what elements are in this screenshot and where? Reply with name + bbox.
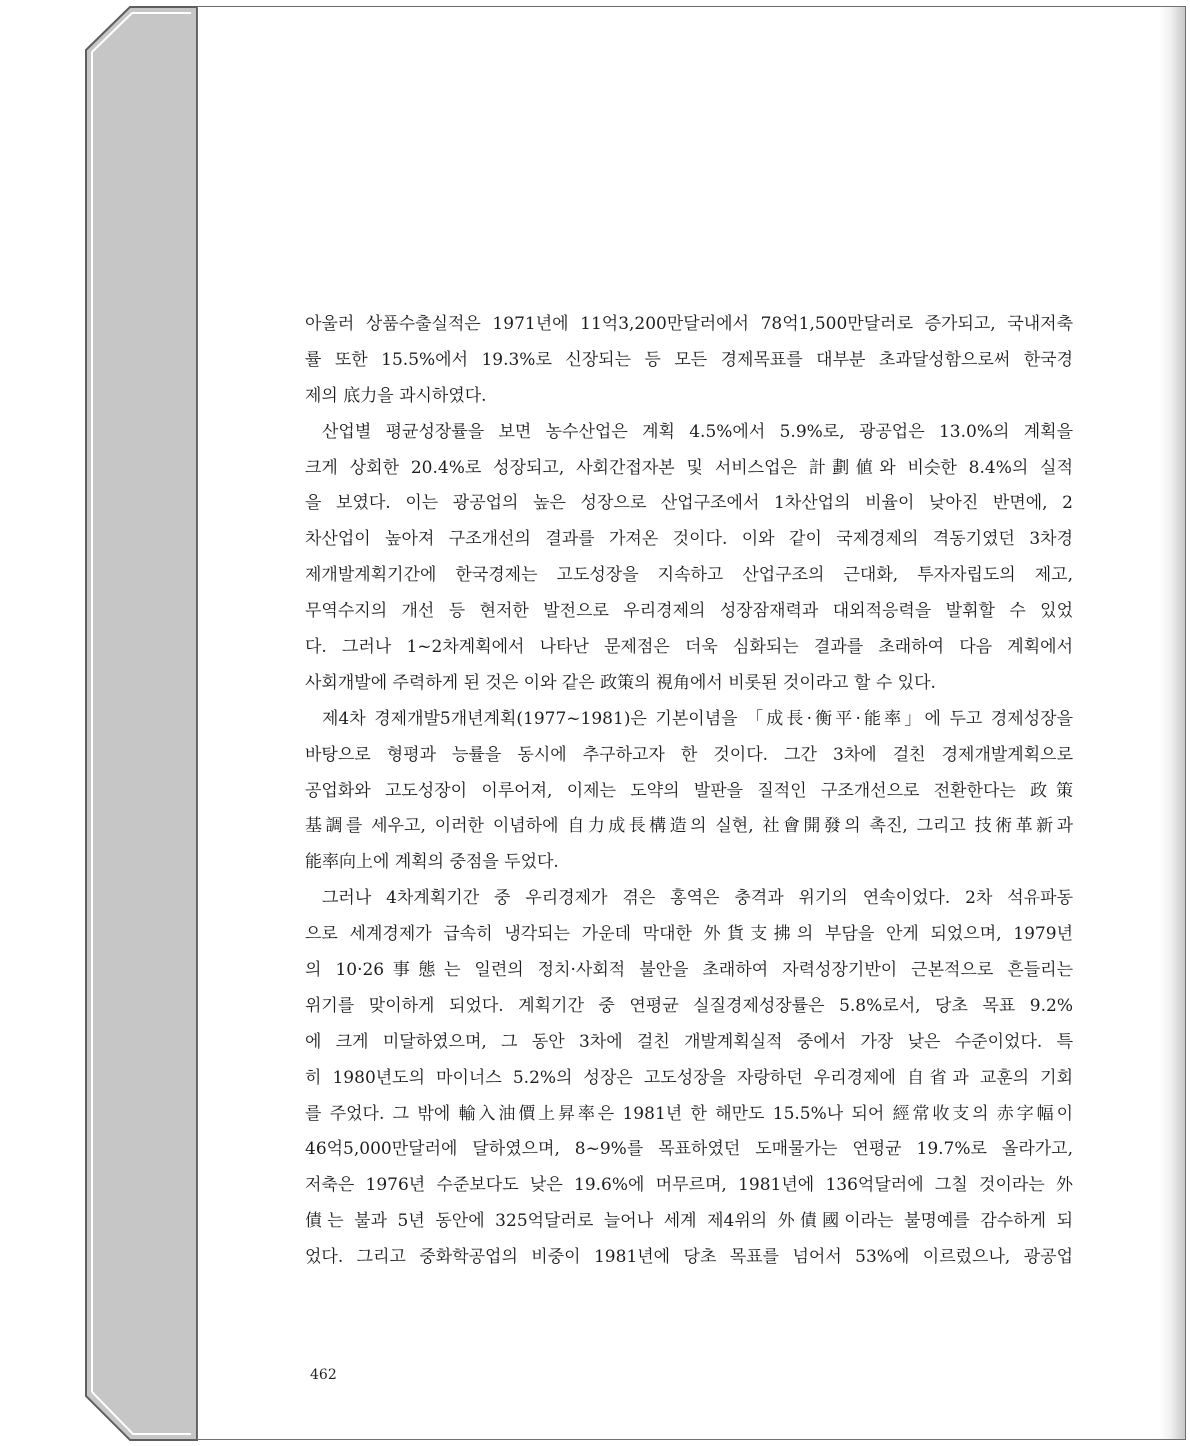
text-line: 을 보였다. 이는 광공업의 높은 성장으로 산업구조에서 1차산업의 비율이 낮아진 반면에, 2 bbox=[305, 493, 1073, 514]
text-line: 무역수지의 개선 등 현저한 발전으로 우리경제의 성장잠재력과 대외적응력을 발휘할 수 있었 bbox=[305, 601, 1073, 622]
text-line: 공업화와 고도성장이 이루어져, 이제는 도약의 발판을 질적인 구조개선으로 전환한다는 政策 bbox=[305, 780, 1073, 801]
text-line: 제개발계획기간에 한국경제는 고도성장을 지속하고 산업구조의 근대화, 투자자립도의 제고, bbox=[305, 565, 1073, 586]
book-spine bbox=[0, 0, 200, 1446]
text-line: 能率向上에 계획의 중점을 두었다. bbox=[305, 852, 559, 873]
text-line: 제4차 경제개발5개년계획(1977~1981)은 기본이념을 「成長·衡平·能率」에 두고 경제성장을 bbox=[322, 708, 1073, 729]
text-line: 위기를 맞이하게 되었다. 계획기간 중 연평균 실질경제성장률은 5.8%로서, 당초 목표 9.2% bbox=[305, 995, 1073, 1016]
paragraph bbox=[305, 307, 1073, 415]
text-line: 그러나 4차계획기간 중 우리경제가 겪은 홍역은 충격과 위기의 연속이었다. 2차 석유파동 bbox=[322, 888, 1073, 909]
paragraph bbox=[305, 415, 1073, 702]
text-line: 으로 세계경제가 급속히 냉각되는 가운데 막대한 外貨支拂의 부담을 안게 되었으며, 1979년 bbox=[305, 924, 1073, 945]
text-line: 다. 그러나 1~2차계획에서 나타난 문제점은 더욱 심화되는 결과를 초래하여 다음 계획에서 bbox=[305, 637, 1073, 658]
paragraph bbox=[305, 881, 1073, 1276]
text-line: 었다. 그리고 중화학공업의 비중이 1981년에 당초 목표를 넘어서 53%에 이르렀으나, 광공업 bbox=[305, 1247, 1073, 1268]
text-line: 아울러 상품수출실적은 1971년에 11억3,200만달러에서 78억1,500만달러로 증가되고, 국내저축 bbox=[305, 314, 1073, 334]
page-text bbox=[305, 307, 1073, 1276]
text-line: 산업별 평균성장률을 보면 농수산업은 계획 4.5%에서 5.9%로, 광공업은 13.0%의 계획을 bbox=[322, 421, 1073, 442]
text-line: 를 주었다. 그 밖에 輸入油價上昇率은 1981년 한 해만도 15.5%나 되어 經常收支의 赤字幅이 bbox=[305, 1103, 1073, 1124]
text-line: 차산업이 높아져 구조개선의 결과를 가져온 것이다. 이와 같이 국제경제의 격동기였던 3차경 bbox=[305, 529, 1073, 550]
text-line: 債는 불과 5년 동안에 325억달러로 늘어나 세계 제4위의 外債國이라는 불명예를 감수하게 되 bbox=[305, 1211, 1073, 1232]
text-line: 에 크게 미달하였으며, 그 동안 3차에 걸친 개발계획실적 중에서 가장 낮은 수준이었다. 특 bbox=[305, 1031, 1073, 1052]
page-edge-shadow bbox=[1159, 7, 1185, 1439]
text-line: 저축은 1976년 수준보다도 낮은 19.6%에 머무르며, 1981년에 136억달러에 그칠 것이라는 外 bbox=[305, 1175, 1073, 1196]
text-line: 크게 상회한 20.4%로 성장되고, 사회간접자본 및 서비스업은 計劃値와 비슷한 8.4%의 실적 bbox=[305, 457, 1073, 478]
text-line: 률 또한 15.5%에서 19.3%로 신장되는 등 모든 경제목표를 대부분 초과달성함으로써 한국경 bbox=[305, 349, 1073, 370]
text-line: 히 1980년도의 마이너스 5.2%의 성장은 고도성장을 자랑하던 우리경제에 自省과 교훈의 기회 bbox=[305, 1067, 1073, 1088]
text-line: 제의 底力을 과시하였다. bbox=[305, 385, 487, 406]
text-line: 46억5,000만달러에 달하였으며, 8~9%를 목표하였던 도매물가는 연평균 19.7%로 올라가고, bbox=[305, 1139, 1073, 1160]
text-line: 基調를 세우고, 이러한 이념하에 自力成長構造의 실현, 社會開發의 촉진, 그리고 技術革新과 bbox=[305, 816, 1073, 837]
page-number: 462 bbox=[310, 1367, 337, 1383]
text-line: 바탕으로 형평과 능률을 동시에 추구하고자 한 것이다. 그간 3차에 걸친 경제개발계획으로 bbox=[305, 744, 1073, 765]
text-line: 의 10·26事態는 일련의 정치·사회적 불안을 초래하여 자력성장기반이 근본적으로 흔들리는 bbox=[305, 960, 1073, 981]
paragraph bbox=[305, 702, 1073, 881]
book-page bbox=[197, 6, 1186, 1440]
text-line: 사회개발에 주력하게 된 것은 이와 같은 政策의 視角에서 비롯된 것이라고 할 수 있다. bbox=[305, 672, 936, 693]
